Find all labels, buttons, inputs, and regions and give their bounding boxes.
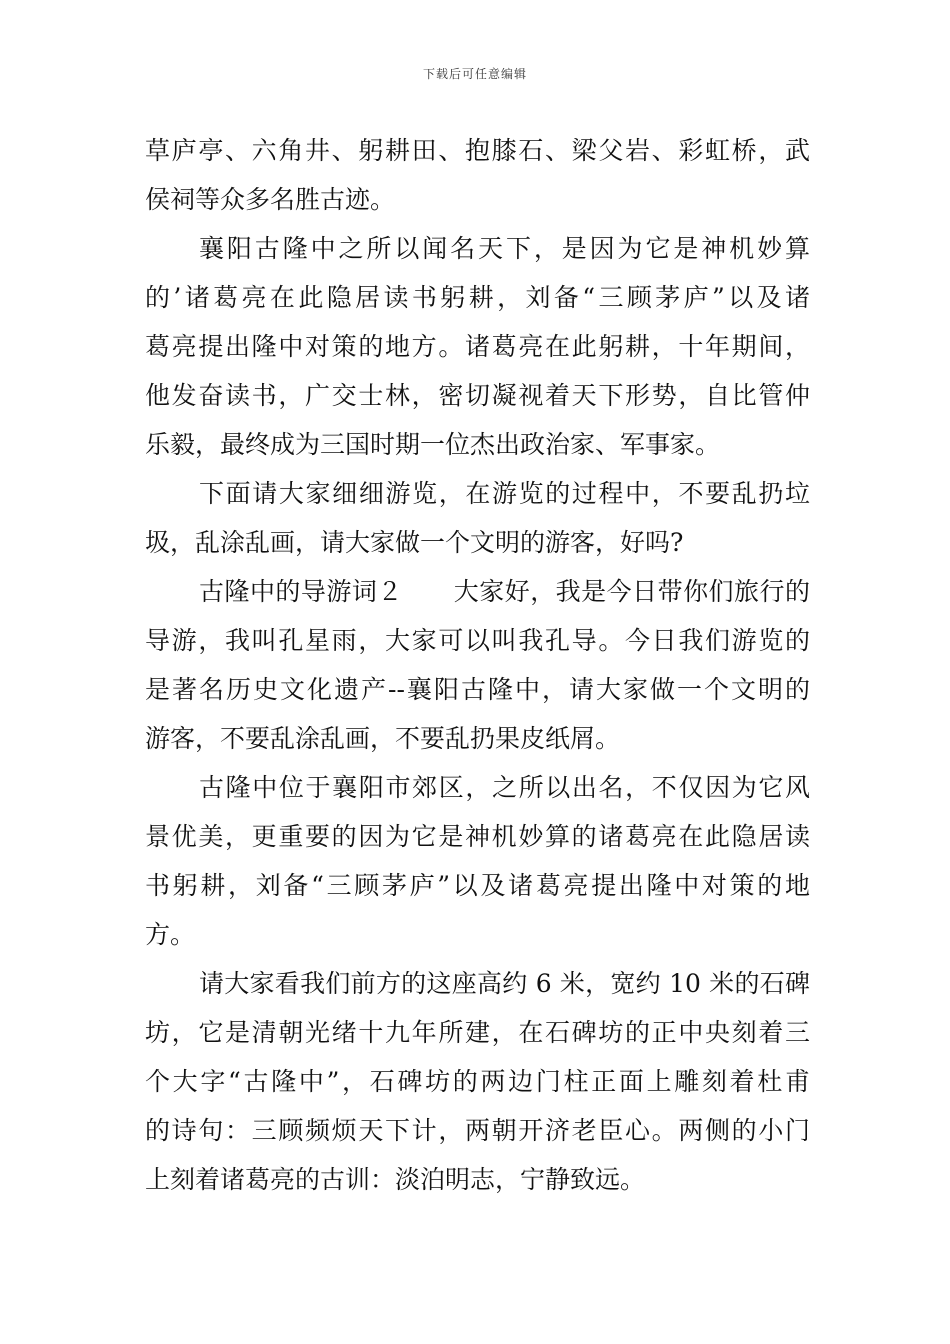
text-line: 坊，它是清朝光绪十九年所建，在石碑坊的正中央刻着三 [145,1018,810,1047]
text-line: 古隆中的导游词２ 大家好，我是今日带你们旅行的 [199,577,810,606]
text-line: 下面请大家细细游览，在游览的过程中，不要乱扔垃 [199,479,810,508]
text-line: 圾，乱涂乱画，请大家做一个文明的游客，好吗? [145,528,684,557]
paragraph [145,567,810,763]
paragraph [145,224,810,469]
text-line: 的’诸葛亮在此隐居读书躬耕，刘备“三顾茅庐”以及诸 [145,283,810,312]
text-line: 请大家看我们前方的这座高约 6 米，宽约 10 米的石碑 [199,969,810,998]
text-line: 书躬耕，刘备“三顾茅庐”以及诸葛亮提出隆中对策的地 [145,871,810,900]
page-header: 下载后可任意编辑 [422,67,527,81]
text-line: 葛亮提出隆中对策的地方。诸葛亮在此躬耕，十年期间， [145,332,810,361]
text-line: 侯祠等众多名胜古迹。 [145,185,396,214]
text-line: 草庐亭、六角井、躬耕田、抱膝石、梁父岩、彩虹桥，武 [145,136,810,165]
text-line: 景优美，更重要的因为它是神机妙算的诸葛亮在此隐居读 [145,822,810,851]
text-line: 古隆中位于襄阳市郊区，之所以出名，不仅因为它风 [199,773,810,802]
paragraph [145,763,810,959]
text-line: 是著名历史文化遗产--襄阳古隆中，请大家做一个文明的 [145,675,810,704]
document-body [145,126,810,1204]
text-line: 个大字“古隆中”，石碑坊的两边门柱正面上雕刻着杜甫 [145,1067,810,1096]
text-line: 乐毅，最终成为三国时期一位杰出政治家、军事家。 [145,430,721,459]
paragraph [145,469,810,567]
text-line: 他发奋读书，广交士林，密切凝视着天下形势，自比管仲 [145,381,810,410]
text-line: 方。 [145,920,196,949]
text-line: 襄阳古隆中之所以闻名天下，是因为它是神机妙算 [199,234,810,263]
text-line: 的诗句：三顾频烦天下计，两朝开济老臣心。两侧的小门 [145,1116,810,1145]
paragraph [145,959,810,1204]
text-line: 上刻着诸葛亮的古训：淡泊明志，宁静致远。 [145,1165,646,1194]
text-line: 导游，我叫孔星雨，大家可以叫我孔导。今日我们游览的 [145,626,810,655]
text-line: 游客，不要乱涂乱画，不要乱扔果皮纸屑。 [145,724,621,753]
paragraph [145,126,810,224]
